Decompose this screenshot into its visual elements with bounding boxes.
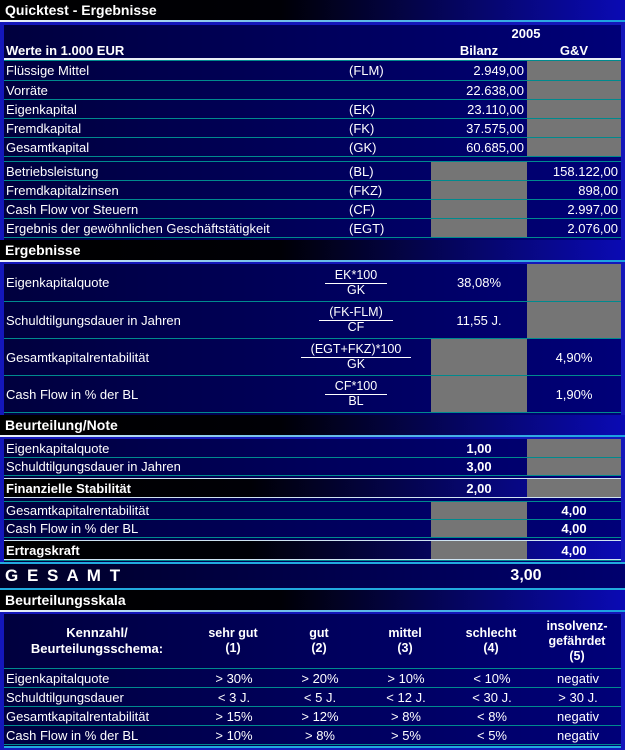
row-abbr: (EK) — [349, 101, 375, 117]
row-label: Schuldtilgungsdauer in Jahren — [6, 312, 181, 328]
rating-row — [4, 457, 621, 475]
row-label: Ertragskraft — [6, 542, 80, 558]
scale-cell: < 3 J. — [217, 689, 251, 705]
scale-cell: negativ — [557, 670, 599, 686]
cell-gv-blocked[interactable] — [527, 100, 621, 118]
row-label: Gesamtkapitalrentabilität — [6, 708, 150, 724]
scale-cell: > 20% — [301, 670, 339, 686]
year-header-row — [4, 25, 621, 42]
formula — [281, 379, 431, 409]
section-header-ergebnisse: Ergebnisse — [0, 240, 625, 260]
row-abbr: (FLM) — [349, 63, 384, 78]
row-abbr: (FKZ) — [349, 182, 383, 198]
cell-gv-blocked[interactable] — [527, 479, 621, 497]
row-label: Cash Flow in % der BL — [6, 386, 139, 402]
row-label: Cash Flow vor Steuern — [6, 201, 139, 217]
formula-denominator: CF — [347, 320, 365, 334]
row-label: Fremdkapital — [6, 120, 82, 136]
row-label: Fremdkapitalzinsen — [6, 182, 119, 198]
rating-row — [4, 519, 621, 537]
total-row — [0, 562, 625, 590]
cell-note[interactable]: 4,00 — [561, 521, 587, 536]
row-label: Eigenkapitalquote — [6, 440, 110, 456]
section-header-skala: Beurteilungsskala — [0, 590, 625, 610]
ratio-row — [4, 375, 621, 412]
row-abbr: (BL) — [349, 163, 374, 179]
table-row — [4, 80, 621, 99]
cell-note[interactable]: 4,00 — [561, 542, 587, 558]
cell-gv[interactable]: 1,90% — [555, 386, 593, 402]
col-header-gv: G&V — [559, 42, 589, 58]
scale-cell: > 8% — [305, 727, 335, 743]
formula-numerator: EK*100 — [325, 268, 387, 284]
row-label: Cash Flow in % der BL — [6, 727, 139, 743]
table-row — [4, 118, 621, 137]
grade-header: mittel (3) — [388, 626, 422, 655]
unit-label: Werte in 1.000 EUR — [6, 42, 125, 58]
row-label: Eigenkapitalquote — [6, 670, 110, 686]
cell-gv-blocked[interactable] — [527, 81, 621, 99]
grade-header: gut (2) — [309, 626, 329, 655]
table-row — [4, 199, 621, 218]
cell-bilanz-blocked[interactable] — [431, 181, 527, 199]
scale-cell: > 8% — [391, 708, 421, 724]
row-label: Cash Flow in % der BL — [6, 521, 139, 536]
cell-bilanz[interactable]: 22.638,00 — [466, 82, 524, 98]
section-header-beurteilung: Beurteilung/Note — [0, 415, 625, 435]
scale-cell: < 5 J. — [303, 689, 337, 705]
grade-header: insolvenz-gefährdet (5) — [546, 618, 608, 663]
column-header-row — [4, 42, 621, 58]
row-label: Eigenkapitalquote — [6, 275, 110, 290]
row-abbr: (EGT) — [349, 220, 385, 236]
cell-bilanz[interactable]: 38,08% — [456, 275, 502, 290]
cell-gv-blocked[interactable] — [527, 138, 621, 156]
cell-bilanz-blocked[interactable] — [431, 502, 527, 519]
scale-cell: > 12% — [301, 708, 339, 724]
cell-gv[interactable]: 158.122,00 — [552, 163, 618, 179]
cell-gv[interactable]: 2.997,00 — [567, 201, 618, 217]
formula — [281, 305, 431, 335]
cell-gv-blocked[interactable] — [527, 302, 621, 338]
cell-bilanz-blocked[interactable] — [431, 200, 527, 218]
scale-cell: > 10% — [215, 727, 253, 743]
row-label: Finanzielle Stabilität — [6, 480, 131, 496]
table-row — [4, 61, 621, 80]
cell-note[interactable]: 4,00 — [561, 503, 587, 518]
row-label: Schuldtilgungsdauer — [6, 689, 124, 705]
cell-bilanz-blocked[interactable] — [431, 219, 527, 237]
row-label: Schuldtilgungsdauer in Jahren — [6, 459, 181, 474]
year-label: 2005 — [511, 26, 541, 41]
cell-bilanz-blocked[interactable] — [431, 376, 527, 412]
cell-bilanz-blocked[interactable] — [431, 541, 527, 559]
subtotal-row-ertragskraft — [4, 540, 621, 560]
rating-row — [4, 439, 621, 457]
cell-gv-blocked[interactable] — [527, 119, 621, 137]
cell-bilanz[interactable]: 11,55 J. — [456, 312, 502, 328]
cell-note[interactable]: 1,00 — [466, 440, 492, 456]
cell-gv[interactable]: 898,00 — [578, 182, 618, 198]
formula — [281, 342, 431, 372]
sheet-title: Quicktest - Ergebnisse — [0, 0, 625, 20]
scale-cell: < 8% — [477, 708, 507, 724]
cell-bilanz[interactable]: 23.110,00 — [467, 101, 524, 117]
total-value[interactable]: 3,00 — [510, 567, 542, 584]
row-label: Gesamtkapital — [6, 139, 90, 155]
formula-numerator: (FK-FLM) — [319, 305, 392, 321]
table-row — [4, 161, 621, 180]
cell-gv[interactable]: 2.076,00 — [567, 220, 618, 236]
row-label: Eigenkapital — [6, 101, 77, 117]
scale-row — [4, 725, 621, 744]
bottom-border — [4, 746, 621, 748]
ratio-row — [4, 301, 621, 338]
cell-gv-blocked[interactable] — [527, 264, 621, 301]
grade-header: schlecht (4) — [465, 626, 517, 655]
scale-cell: > 15% — [215, 708, 253, 724]
cell-gv[interactable]: 4,90% — [555, 349, 593, 365]
row-abbr: (CF) — [349, 201, 375, 217]
row-label: Flüssige Mittel — [6, 63, 90, 78]
scale-cell: > 30 J. — [558, 689, 598, 705]
scale-table-header — [4, 614, 621, 668]
table-row — [4, 99, 621, 118]
cell-bilanz-blocked[interactable] — [431, 339, 527, 375]
scale-cell: > 5% — [391, 727, 421, 743]
table-row — [4, 180, 621, 199]
row-label: Gesamtkapitalrentabilität — [6, 349, 150, 365]
scale-row — [4, 668, 621, 687]
row-label: Gesamtkapitalrentabilität — [6, 503, 150, 518]
row-abbr: (GK) — [349, 139, 377, 155]
cell-bilanz-blocked[interactable] — [431, 162, 527, 180]
scale-cell: negativ — [557, 708, 599, 724]
cell-bilanz[interactable]: 37.575,00 — [466, 120, 524, 136]
formula-numerator: (EGT+FKZ)*100 — [301, 342, 412, 358]
cell-gv-blocked[interactable] — [527, 61, 621, 80]
scale-row — [4, 687, 621, 706]
cell-note[interactable]: 3,00 — [466, 459, 492, 474]
table-row — [4, 218, 621, 237]
scale-cell: < 30 J. — [472, 689, 512, 705]
row-label: Ergebnis der gewöhnlichen Geschäftstätigkeit — [6, 220, 270, 236]
cell-bilanz-blocked[interactable] — [431, 520, 527, 537]
scale-cell: > 30% — [215, 670, 253, 686]
row-label: Betriebsleistung — [6, 163, 99, 179]
cell-bilanz[interactable]: 2.949,00 — [473, 63, 524, 78]
cell-bilanz[interactable]: 60.685,00 — [466, 139, 524, 155]
scale-cell: < 10% — [473, 670, 511, 686]
grade-header: sehr gut (1) — [208, 626, 258, 655]
scale-row — [4, 706, 621, 725]
cell-note[interactable]: 2,00 — [466, 480, 492, 496]
scale-cell: < 12 J. — [386, 689, 426, 705]
ratio-row — [4, 264, 621, 301]
scale-header-kennzahl: Kennzahl/ Beurteilungsschema: — [30, 625, 164, 656]
scale-cell: negativ — [557, 727, 599, 743]
table-row — [4, 137, 621, 156]
formula — [281, 268, 431, 298]
row-label: Vorräte — [6, 82, 48, 98]
col-header-bilanz: Bilanz — [459, 42, 499, 58]
cell-gv-blocked[interactable] — [527, 458, 621, 475]
total-label: G E S A M T — [5, 566, 123, 585]
formula-numerator: CF*100 — [325, 379, 387, 395]
formula-denominator: GK — [346, 357, 366, 371]
formula-denominator: BL — [348, 394, 364, 408]
cell-gv-blocked[interactable] — [527, 439, 621, 457]
scale-cell: < 5% — [477, 727, 507, 743]
formula-denominator: GK — [346, 282, 366, 297]
subtotal-row-finanzielle-stabilitaet — [4, 478, 621, 498]
row-abbr: (FK) — [349, 120, 375, 136]
scale-cell: > 10% — [387, 670, 425, 686]
rating-row — [4, 501, 621, 519]
ratio-row — [4, 338, 621, 375]
